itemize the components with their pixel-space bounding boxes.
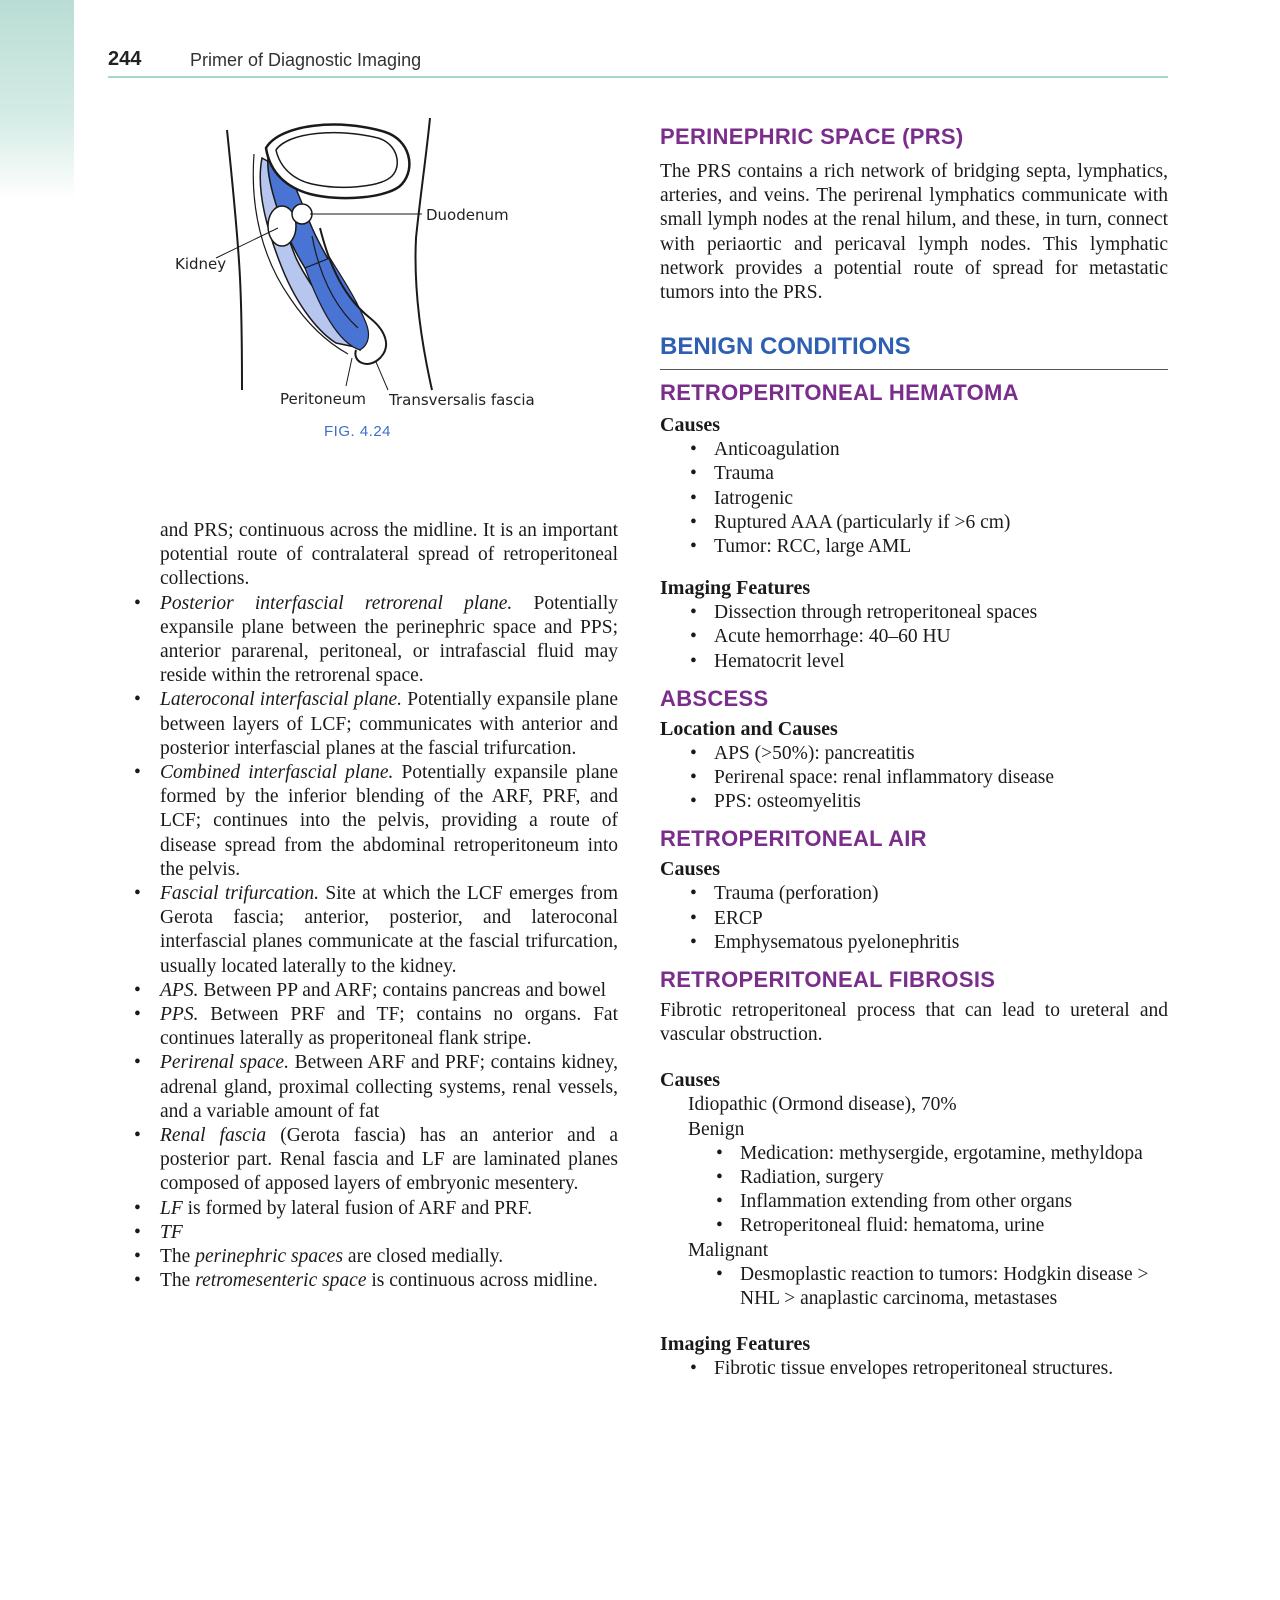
- list-item: • Tumor: RCC, large AML: [660, 535, 1168, 559]
- list-item: • Renal fascia (Gerota fascia) has an anterior and a posterior part. Renal fascia and LF are laminated planes composed of apposed layers of embryonic mesentery.: [130, 1124, 618, 1197]
- label-transversalis-fascia: Transversalis fascia: [389, 391, 535, 409]
- fibrosis-benign-label: Benign: [688, 1118, 745, 1140]
- abscess-label: Location and Causes: [660, 717, 838, 740]
- heading-abscess: ABSCESS: [660, 685, 769, 711]
- hematoma-imaging-label: Imaging Features: [660, 577, 811, 600]
- page-header: [108, 46, 1168, 78]
- figure-caption: FIG. 4.24: [324, 423, 392, 440]
- running-title: Primer of Diagnostic Imaging: [190, 50, 422, 70]
- list-item: • Desmoplastic reaction to tumors: Hodgkin disease > NHL > anaplastic carcinoma, metastases: [660, 1263, 1168, 1311]
- list-item: • Radiation, surgery: [660, 1166, 1168, 1190]
- list-item: • Dissection through retroperitoneal spaces: [660, 601, 1168, 625]
- page-edge-tab: [0, 0, 74, 200]
- list-item: • Perirenal space: renal inflammatory disease: [660, 766, 1168, 790]
- fibrosis-imaging-list: [660, 1357, 1168, 1381]
- heading-perinephric-space: PERINEPHRIC SPACE (PRS): [660, 124, 964, 149]
- list-item: • PPS: osteomyelitis: [660, 790, 1168, 814]
- list-item: • Combined interfascial plane. Potentially expansile plane formed by the inferior blending of the ARF, PRF, and LCF; continues into the pelvis, providing a route of disease spread from the abdominal retroperitoneum into the pelvis.: [130, 761, 618, 882]
- heading-retroperitoneal-air: RETROPERITONEAL AIR: [660, 826, 927, 852]
- list-item: • APS. Between PP and ARF; contains pancreas and bowel: [130, 979, 618, 1003]
- list-item: • Anticoagulation: [660, 438, 1168, 462]
- air-causes-list: [660, 882, 1168, 955]
- list-item: • The perinephric spaces are closed medially.: [130, 1245, 618, 1269]
- left-column: [130, 519, 618, 1294]
- list-item: • Hematocrit level: [660, 650, 1168, 674]
- fibrosis-causes-label: Causes: [660, 1069, 721, 1092]
- list-item: • Acute hemorrhage: 40–60 HU: [660, 625, 1168, 649]
- list-item: • Inflammation extending from other organs: [660, 1190, 1168, 1214]
- heading-benign-conditions: BENIGN CONDITIONS: [660, 331, 1168, 370]
- list-item: • Fascial trifurcation. Site at which the LCF emerges from Gerota fascia; anterior, posterior, and lateroconal interfascial planes communicate at the fascial trifurcation, usually located laterally to the kidney.: [130, 882, 618, 979]
- air-causes-label: Causes: [660, 858, 721, 881]
- list-item: • TF: [130, 1221, 618, 1245]
- retroperitoneum-diagram: [170, 118, 550, 418]
- list-item: • The retromesenteric space is continuous across midline.: [130, 1269, 618, 1293]
- fibrosis-malignant-list: [660, 1263, 1168, 1311]
- fibrosis-malignant-label: Malignant: [688, 1239, 769, 1261]
- left-intro-text: and PRS; continuous across the midline. It is an important potential route of contralateral spread of retroperitoneal collections.: [160, 520, 618, 590]
- list-item: • Perirenal space. Between ARF and PRF; contains kidney, adrenal gland, proximal collecting systems, renal vessels, and a variable amount of fat: [130, 1051, 618, 1124]
- hematoma-causes-label: Causes: [660, 414, 721, 437]
- list-item: • PPS. Between PRF and TF; contains no organs. Fat continues laterally as properitoneal flank stripe.: [130, 1003, 618, 1051]
- list-item: • ERCP: [660, 907, 1168, 931]
- heading-retroperitoneal-fibrosis: RETROPERITONEAL FIBROSIS: [660, 967, 996, 993]
- list-item: • Trauma (perforation): [660, 882, 1168, 906]
- list-item: • Emphysematous pyelonephritis: [660, 931, 1168, 955]
- hematoma-imaging-list: [660, 601, 1168, 674]
- list-item: • Medication: methysergide, ergotamine, methyldopa: [660, 1142, 1168, 1166]
- list-item: • Lateroconal interfascial plane. Potentially expansile plane between layers of LCF; communicates with anterior and posterior interfascial planes at the fascial trifurcation.: [130, 688, 618, 761]
- heading-retroperitoneal-hematoma: RETROPERITONEAL HEMATOMA: [660, 380, 1019, 406]
- list-item: • Ruptured AAA (particularly if >6 cm): [660, 511, 1168, 535]
- list-item: • LF is formed by lateral fusion of ARF and PRF.: [130, 1197, 618, 1221]
- list-item: • Posterior interfascial retrorenal plane. Potentially expansile plane between the perinephric space and PPS; anterior pararenal, peritoneal, or intrafascial fluid may reside within the retrorenal space.: [130, 592, 618, 689]
- list-item: • Fibrotic tissue envelopes retroperitoneal structures.: [660, 1357, 1168, 1381]
- fibrosis-description: Fibrotic retroperitoneal process that can lead to ureteral and vascular obstruction.: [660, 1000, 1168, 1046]
- label-duodenum: Duodenum: [426, 206, 509, 224]
- list-item: • Retroperitoneal fluid: hematoma, urine: [660, 1214, 1168, 1238]
- list-item: • Trauma: [660, 462, 1168, 486]
- header-rule: [108, 76, 1168, 78]
- hematoma-causes-list: [660, 438, 1168, 559]
- list-item: • APS (>50%): pancreatitis: [660, 742, 1168, 766]
- label-kidney: Kidney: [175, 255, 227, 273]
- prs-paragraph: The PRS contains a rich network of bridging septa, lymphatics, arteries, and veins. The perirenal lymphatics communicate with small lymph nodes at the renal hilum, and these, in turn, connect with periaortic and pericaval lymph nodes. This lymphatic network provides a potential route of spread for metastatic tumors into the PRS.: [660, 161, 1168, 304]
- abscess-list: [660, 742, 1168, 815]
- fibrosis-idiopathic: Idiopathic (Ormond disease), 70%: [688, 1094, 957, 1116]
- fibrosis-benign-list: [660, 1142, 1168, 1239]
- fibrosis-imaging-label: Imaging Features: [660, 1333, 811, 1356]
- list-item: • Iatrogenic: [660, 487, 1168, 511]
- definition-list: [130, 592, 618, 1294]
- page-number: 244: [108, 48, 142, 70]
- right-column: [660, 122, 1168, 1382]
- figure-4-24: [170, 118, 550, 458]
- label-peritoneum: Peritoneum: [280, 390, 366, 408]
